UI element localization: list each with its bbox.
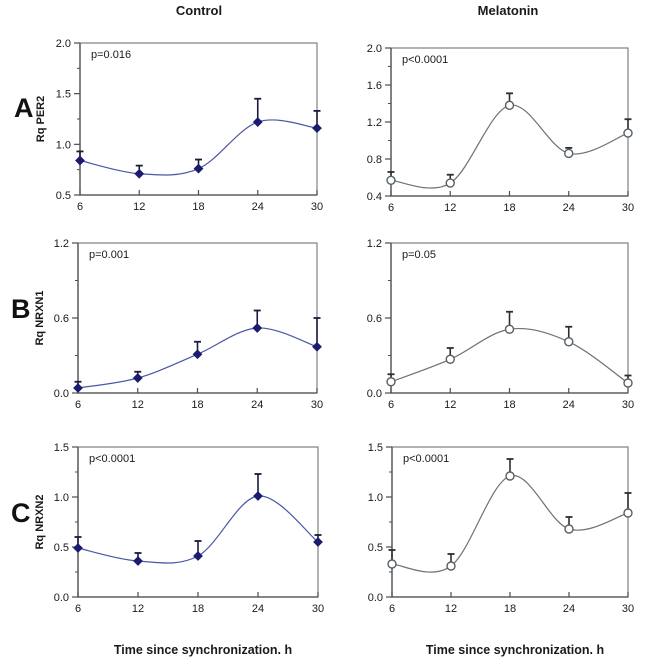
data-point-marker	[193, 350, 201, 358]
x-tick-label: 12	[131, 399, 144, 411]
p-value-label: p<0.0001	[403, 453, 450, 465]
x-tick-label: 6	[76, 201, 84, 213]
p-value-label: p=0.016	[91, 49, 132, 61]
x-tick-label: 24	[562, 399, 575, 411]
x-tick-label: 18	[503, 399, 516, 411]
data-point-marker	[446, 355, 454, 363]
data-point-marker	[253, 324, 261, 332]
y-tick-label: 0.5	[55, 190, 71, 202]
y-tick-label: 0.5	[53, 542, 69, 554]
data-curve	[391, 105, 628, 188]
plot-frame	[78, 243, 317, 393]
data-point-marker	[624, 509, 632, 517]
data-point-marker	[624, 379, 632, 387]
x-tick-label: 24	[251, 399, 264, 411]
column-header-control: Control	[175, 3, 223, 18]
data-curve	[391, 329, 628, 383]
x-tick-label: 30	[310, 399, 324, 411]
data-point-marker	[254, 118, 262, 126]
y-tick-label: 1.5	[55, 88, 71, 101]
data-point-marker	[313, 124, 321, 132]
y-tick-label: 1.2	[53, 238, 69, 250]
data-point-marker	[254, 492, 262, 500]
plot-axes	[391, 48, 628, 196]
x-tick-label: 30	[621, 399, 635, 411]
data-point-marker	[387, 176, 395, 184]
data-point-marker	[565, 525, 573, 533]
x-tick-label: 6	[74, 603, 82, 615]
x-tick-label: 6	[387, 202, 395, 214]
x-tick-label: 18	[503, 202, 516, 214]
data-point-marker	[565, 338, 573, 346]
data-point-marker	[506, 472, 514, 480]
x-tick-label: 24	[562, 202, 575, 214]
y-tick-label: 2.0	[55, 38, 71, 50]
y-tick-label: 0.4	[366, 191, 382, 203]
data-point-marker	[624, 129, 632, 137]
data-point-marker	[135, 170, 143, 178]
x-tick-label: 6	[388, 603, 396, 615]
y-tick-label: 0.8	[366, 154, 382, 166]
data-point-marker	[388, 560, 396, 568]
y-tick-label: 1.6	[366, 80, 382, 92]
row-letter-c: C	[11, 498, 31, 528]
y-tick-label: 0.0	[53, 388, 69, 400]
row-letter-a: A	[14, 93, 34, 123]
x-axis-title-melatonin: Time since synchronization. h	[425, 643, 605, 657]
x-tick-label: 6	[74, 399, 82, 411]
y-tick-label: 0.5	[367, 542, 383, 554]
data-point-marker	[506, 325, 514, 333]
data-point-marker	[506, 101, 514, 109]
data-point-marker	[447, 562, 455, 570]
data-point-marker	[446, 179, 454, 187]
p-value-label: p=0.001	[89, 249, 130, 261]
column-header-melatonin: Melatonin	[477, 3, 539, 18]
y-axis-title-nrxn2: Rq NRXN2	[34, 494, 46, 550]
y-tick-label: 1.5	[367, 442, 383, 454]
y-tick-label: 0.0	[367, 592, 383, 604]
y-axis-title-nrxn1: Rq NRXN1	[34, 290, 46, 346]
y-tick-label: 1.0	[53, 492, 69, 504]
x-tick-label: 12	[131, 603, 145, 615]
x-axis-title-control: Time since synchronization. h	[113, 643, 293, 657]
p-value-label: p<0.0001	[402, 54, 449, 66]
data-point-marker	[76, 156, 84, 164]
x-tick-label: 24	[251, 201, 264, 213]
data-point-marker	[74, 384, 82, 392]
p-value-label: p=0.05	[402, 249, 436, 261]
x-tick-label: 18	[191, 603, 205, 615]
plot-axes	[78, 243, 317, 393]
y-axis-title-per2: Rq PER2	[35, 95, 47, 143]
data-point-marker	[194, 164, 202, 172]
x-tick-label: 24	[562, 603, 576, 615]
data-point-marker	[74, 544, 82, 552]
data-point-marker	[313, 343, 321, 351]
x-tick-label: 30	[310, 201, 324, 213]
y-tick-label: 0.0	[366, 388, 382, 400]
x-tick-label: 18	[191, 399, 204, 411]
y-tick-label: 2.0	[366, 43, 382, 55]
y-tick-label: 1.2	[366, 238, 382, 250]
x-tick-label: 18	[192, 201, 205, 213]
x-tick-label: 30	[621, 603, 635, 615]
plot-frame	[78, 447, 318, 597]
y-tick-label: 1.2	[366, 117, 382, 129]
x-tick-label: 12	[444, 202, 457, 214]
y-tick-label: 1.5	[53, 442, 69, 454]
row-letter-b: B	[11, 294, 31, 324]
plot-frame	[391, 48, 628, 196]
data-point-marker	[565, 149, 573, 157]
y-tick-label: 1.0	[55, 139, 71, 152]
y-tick-label: 0.6	[53, 313, 69, 325]
p-value-label: p<0.0001	[89, 453, 136, 465]
y-tick-label: 0.6	[366, 313, 382, 325]
data-point-marker	[387, 378, 395, 386]
data-point-marker	[134, 557, 142, 565]
y-tick-label: 1.0	[367, 492, 383, 504]
x-tick-label: 12	[444, 399, 457, 411]
x-tick-label: 30	[621, 202, 635, 214]
x-tick-label: 24	[251, 603, 265, 615]
plot-axes	[78, 447, 318, 597]
data-point-marker	[134, 374, 142, 382]
data-curve	[392, 475, 628, 572]
x-tick-label: 12	[444, 603, 458, 615]
data-point-marker	[194, 552, 202, 560]
x-tick-label: 12	[133, 201, 146, 213]
x-tick-label: 30	[311, 603, 325, 615]
x-tick-label: 6	[387, 399, 395, 411]
x-tick-label: 18	[503, 603, 517, 615]
y-tick-label: 0.0	[53, 592, 69, 604]
